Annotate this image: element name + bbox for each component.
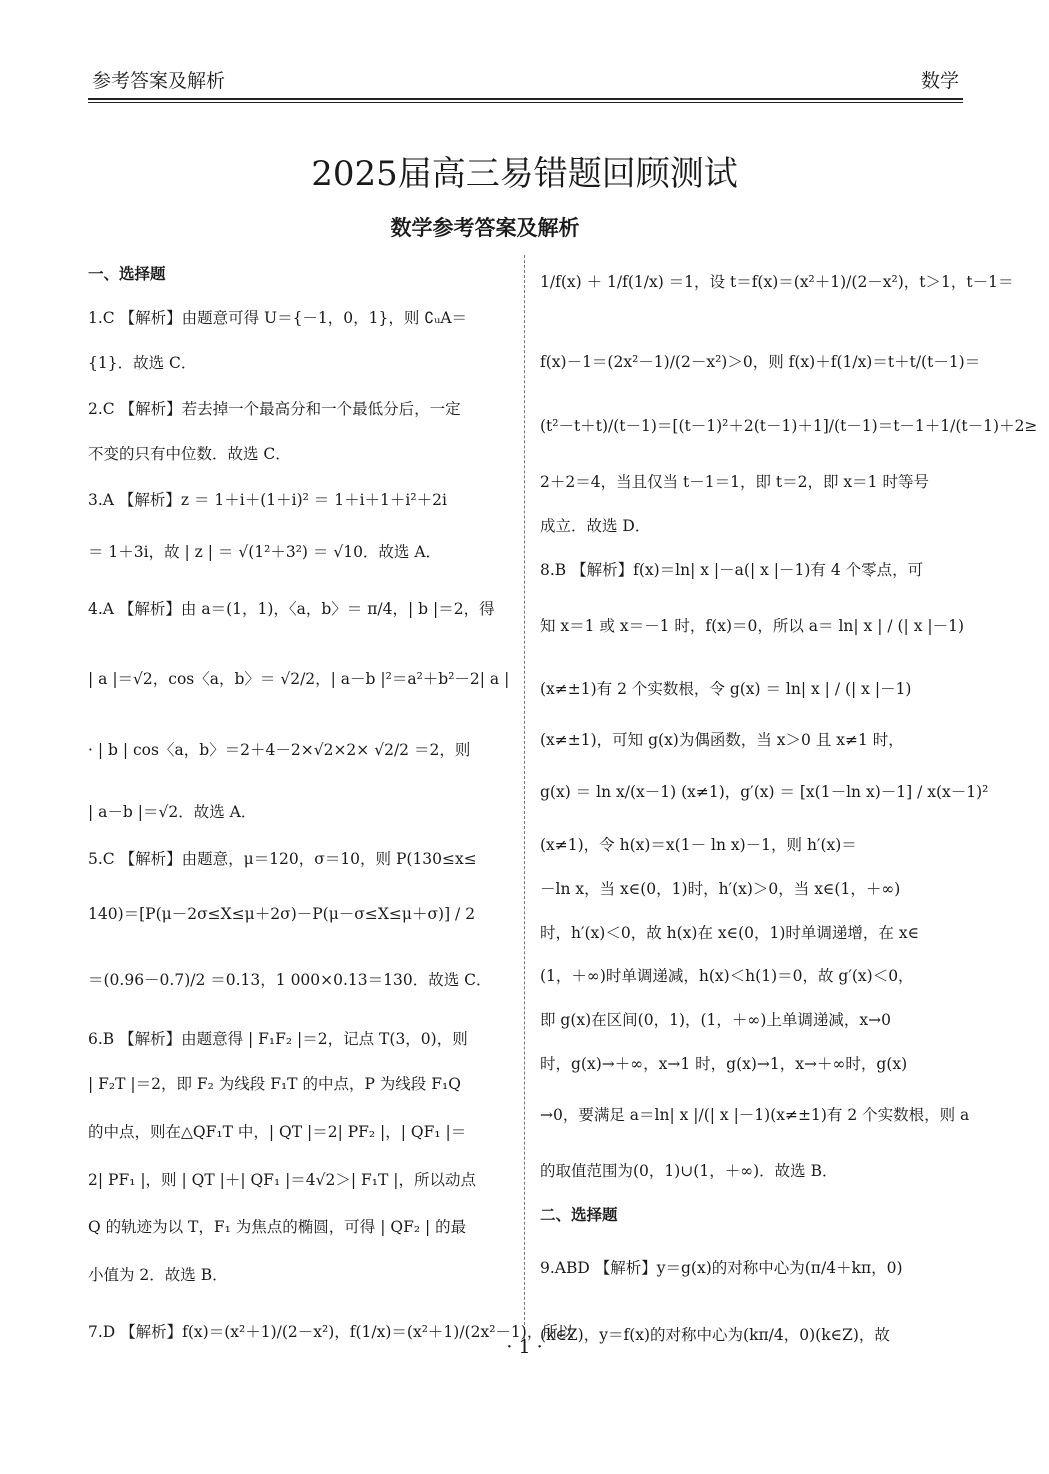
- text-line: (k∈Z)，y＝f(x)的对称中心为(kπ/4，0)(k∈Z)，故: [540, 1326, 890, 1344]
- text-line: f(x)－1＝(2x²－1)/(2－x²)＞0，则 f(x)＋f(1/x)＝t＋t/(t－1)＝: [540, 353, 981, 371]
- header-rule-thick: [88, 98, 963, 100]
- document-title: 2025届高三易错题回顾测试: [311, 154, 738, 194]
- text-line: 9.ABD 【解析】y＝g(x)的对称中心为(π/4＋kπ，0): [540, 1259, 903, 1277]
- text-line: | a－b |＝√2．故选 A．: [88, 803, 257, 821]
- text-line: | F₂T |＝2，即 F₂ 为线段 F₁T 的中点，P 为线段 F₁Q: [88, 1075, 461, 1093]
- text-line: (x≠1)，令 h(x)＝x(1－ ln x)－1，则 h′(x)＝: [540, 836, 857, 854]
- column-divider: [524, 255, 525, 1350]
- text-line: · | b | cos〈a，b〉＝2＋4－2×√2×2× √2/2 ＝2，则: [88, 741, 471, 759]
- text-line: 8.B 【解析】f(x)＝ln| x |－a(| x |－1)有 4 个零点，可: [540, 561, 924, 579]
- text-line: (1，＋∞)时单调递减，h(x)＜h(1)＝0，故 g′(x)＜0，: [540, 967, 914, 985]
- text-line: 2＋2＝4，当且仅当 t－1＝1，即 t＝2，即 x＝1 时等号: [540, 473, 929, 491]
- text-line: ＝(0.96－0.7)/2 ＝0.13，1 000×0.13＝130．故选 C．: [88, 971, 492, 989]
- text-line: 1.C 【解析】由题意可得 U＝{－1，0，1}，则 ∁ᵤA＝: [88, 309, 468, 327]
- text-line: 时，h′(x)＜0，故 h(x)在 x∈(0，1)时单调递增，在 x∈: [540, 924, 920, 942]
- text-line: {1}．故选 C．: [88, 354, 197, 372]
- text-line: 1/f(x) ＋ 1/f(1/x) ＝1，设 t＝f(x)＝(x²＋1)/(2－x²)，t＞1，t－1＝: [540, 273, 1014, 291]
- text-line: Q 的轨迹为以 T，F₁ 为焦点的椭圆，可得 | QF₂ | 的最: [88, 1218, 467, 1236]
- text-line: －ln x，当 x∈(0，1)时，h′(x)＞0，当 x∈(1，＋∞): [540, 880, 901, 898]
- text-line: (x≠±1)有 2 个实数根，令 g(x) ＝ ln| x | / (| x |－1): [540, 680, 912, 698]
- text-line: 7.D 【解析】f(x)＝(x²＋1)/(2－x²)，f(1/x)＝(x²＋1)/(2x²－1)，所以: [88, 1323, 574, 1341]
- text-line: 2.C 【解析】若去掉一个最高分和一个最低分后，一定: [88, 400, 461, 418]
- text-line: | a |＝√2，cos〈a，b〉＝ √2/2，| a－b |²＝a²＋b²－2| a |: [88, 670, 510, 688]
- text-line: 3.A 【解析】z ＝ 1＋i＋(1＋i)² ＝ 1＋i＋1＋i²＋2i: [88, 491, 447, 509]
- text-line: 140)＝[P(μ－2σ≤X≤μ＋2σ)－P(μ－σ≤X≤μ＋σ)] / 2: [88, 905, 476, 923]
- text-line: 的中点，则在△QF₁T 中，| QT |＝2| PF₂ |，| QF₁ |＝: [88, 1123, 467, 1141]
- section-heading: 二、选择题: [540, 1206, 618, 1224]
- header-subject-label: 数学: [920, 70, 959, 92]
- text-line: 即 g(x)在区间(0，1)，(1，＋∞)上单调递减，x→0: [540, 1011, 891, 1029]
- header-left-label: 参考答案及解析: [92, 70, 226, 92]
- text-line: 2| PF₁ |，则 | QT |＋| QF₁ |＝4√2＞| F₁T |，所以动点: [88, 1171, 477, 1189]
- page-number: · 1 ·: [506, 1336, 543, 1358]
- text-line: 时，g(x)→＋∞，x→1 时，g(x)→1，x→＋∞时，g(x): [540, 1055, 908, 1073]
- header-rule-thin: [88, 102, 963, 103]
- text-line: →0，要满足 a＝ln| x |/(| x |－1)(x≠±1)有 2 个实数根，则 a: [540, 1106, 970, 1124]
- page-header: [88, 62, 963, 98]
- document-subtitle: 数学参考答案及解析: [390, 216, 580, 240]
- text-line: 的取值范围为(0，1)∪(1，＋∞)．故选 B．: [540, 1162, 838, 1180]
- text-line: 知 x＝1 或 x＝－1 时，f(x)＝0，所以 a＝ ln| x | / (| x |－1): [540, 617, 964, 635]
- text-line: 不变的只有中位数．故选 C．: [88, 445, 291, 463]
- text-line: 小值为 2．故选 B．: [88, 1266, 228, 1284]
- text-line: (t²－t＋t)/(t－1)＝[(t－1)²＋2(t－1)＋1]/(t－1)＝t－1＋1/(t－1)＋2≥: [540, 417, 1038, 435]
- text-line: ＝ 1＋3i，故 | z | ＝ √(1²＋3²) ＝ √10．故选 A．: [88, 543, 442, 561]
- text-line: g(x) ＝ ln x/(x－1) (x≠1)，g′(x) ＝ [x(1－ln x)－1] / x(x－1)²: [540, 783, 989, 801]
- text-line: 成立．故选 D．: [540, 517, 651, 535]
- text-line: (x≠±1)，可知 g(x)为偶函数，当 x＞0 且 x≠1 时，: [540, 731, 904, 749]
- text-line: 5.C 【解析】由题意，μ＝120，σ＝10，则 P(130≤x≤: [88, 850, 477, 868]
- text-line: 6.B 【解析】由题意得 | F₁F₂ |＝2，记点 T(3，0)，则: [88, 1030, 468, 1048]
- text-line: 4.A 【解析】由 a＝(1，1)，〈a，b〉＝ π/4，| b |＝2，得: [88, 600, 495, 618]
- section-heading: 一、选择题: [88, 265, 166, 283]
